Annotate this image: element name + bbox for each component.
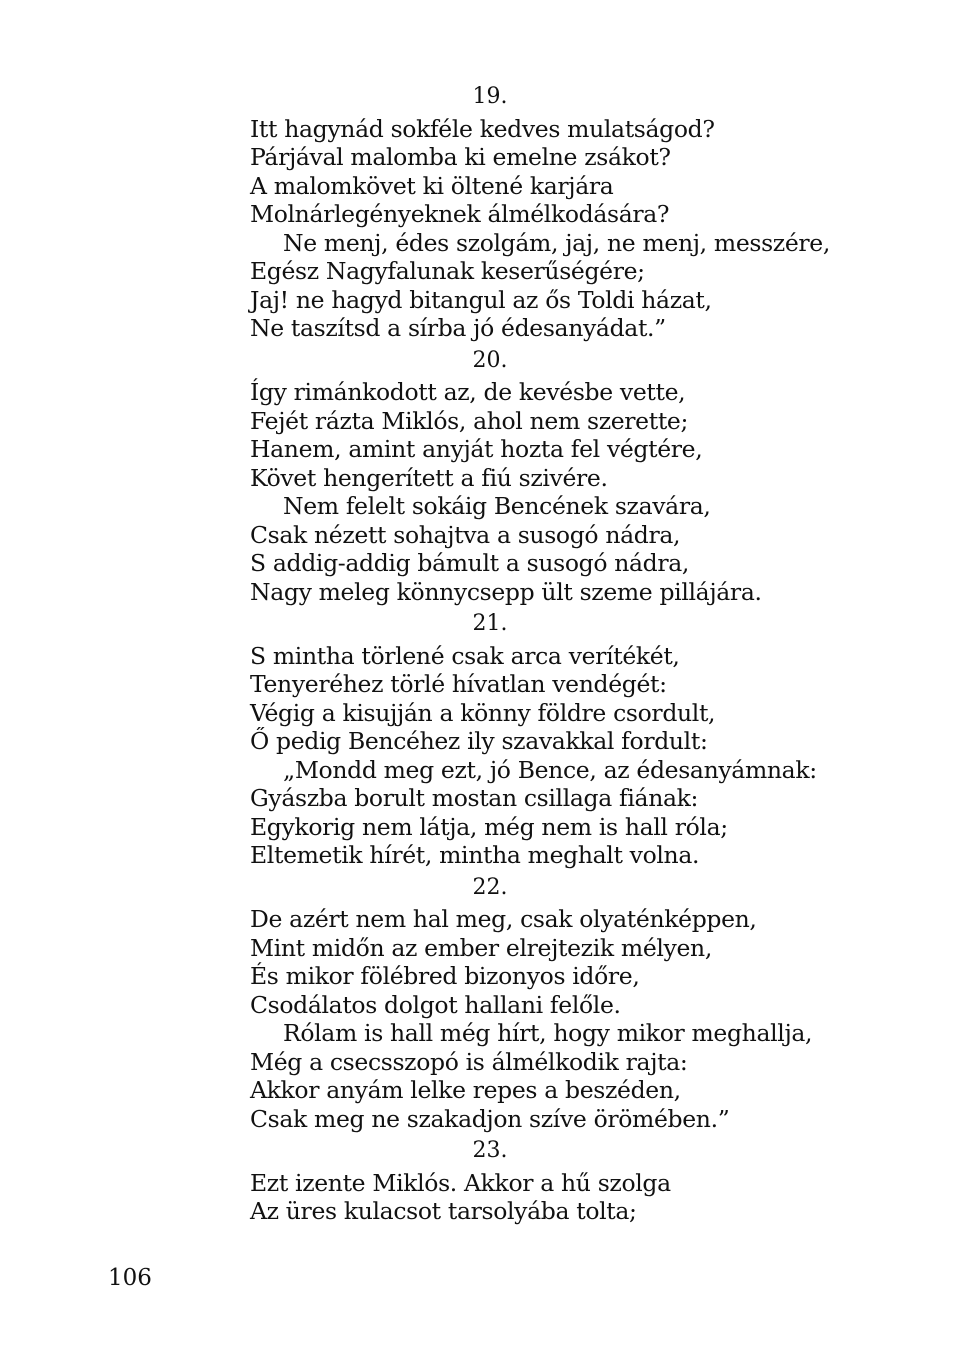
verse-line: Jaj! ne hagyd bitangul az ős Toldi házat, bbox=[250, 285, 712, 314]
verse-line: Ő pedig Bencéhez ily szavakkal fordult: bbox=[250, 727, 708, 756]
stanza-number: 19. bbox=[472, 84, 508, 109]
verse-line: Egész Nagyfalunak keserűségére; bbox=[250, 257, 645, 286]
stanza-23 bbox=[250, 1137, 890, 1226]
verse-line: Itt hagynád sokféle kedves mulatságod? bbox=[250, 114, 715, 143]
verse-line: S addig-addig bámult a susogó nádra, bbox=[250, 549, 690, 578]
verse-line: Csak meg ne szakadjon szíve örömében.” bbox=[250, 1104, 730, 1133]
verse-line: Nagy meleg könnycsepp ült szeme pillájára. bbox=[250, 577, 762, 606]
verse-line: Egykorig nem látja, még nem is hall róla; bbox=[250, 812, 728, 841]
stanza-19 bbox=[250, 83, 890, 343]
stanza-20 bbox=[250, 347, 890, 607]
verse-line: Akkor anyám lelke repes a beszéden, bbox=[250, 1076, 681, 1105]
verse-line: Csak nézett sohajtva a susogó nádra, bbox=[250, 520, 681, 549]
verse-line: Követ hengerített a fiú szivére. bbox=[250, 463, 608, 492]
verse-line: Végig a kisujján a könny földre csordult, bbox=[250, 698, 716, 727]
verse-line: Még a csecsszopó is álmélkodik rajta: bbox=[250, 1047, 688, 1076]
verse-line: Eltemetik hírét, mintha meghalt volna. bbox=[250, 841, 700, 870]
verse-line: Párjával malomba ki emelne zsákot? bbox=[250, 143, 671, 172]
stanza-number: 20. bbox=[472, 347, 508, 373]
stanza-number: 21. bbox=[472, 611, 508, 637]
poem-text bbox=[250, 83, 890, 1230]
verse-line: Így rimánkodott az, de kevésbe vette, bbox=[250, 378, 686, 407]
verse-line: Az üres kulacsot tarsolyába tolta; bbox=[250, 1197, 637, 1226]
verse-line: Tenyeréhez törlé hívatlan vendégét: bbox=[250, 670, 667, 699]
verse-line: Rólam is hall még hírt, hogy mikor meghallja, bbox=[283, 1019, 813, 1048]
verse-line: S mintha törlené csak arca verítékét, bbox=[250, 641, 680, 670]
stanza-number: 23. bbox=[472, 1138, 508, 1164]
verse-line: Fejét rázta Miklós, ahol nem szerette; bbox=[250, 406, 689, 435]
verse-line: A malomkövet ki öltené karjára bbox=[250, 171, 614, 200]
stanza-21 bbox=[250, 610, 890, 870]
stanza-number: 22. bbox=[472, 874, 508, 900]
verse-line: De azért nem hal meg, csak olyaténképpen, bbox=[250, 905, 757, 934]
page-number: 106 bbox=[108, 1265, 152, 1291]
verse-line: „Mondd meg ezt, jó Bence, az édesanyámnak: bbox=[283, 755, 817, 784]
verse-line: Gyászba borult mostan csillaga fiának: bbox=[250, 784, 699, 813]
verse-line: Molnárlegényeknek álmélkodására? bbox=[250, 200, 670, 229]
verse-line: Ne taszítsd a sírba jó édesanyádat.” bbox=[250, 314, 666, 343]
verse-line: Csodálatos dolgot hallani felőle. bbox=[250, 990, 621, 1019]
verse-line: Ne menj, édes szolgám, jaj, ne menj, messzére, bbox=[283, 228, 830, 257]
verse-line: Hanem, amint anyját hozta fel végtére, bbox=[250, 435, 703, 464]
verse-line: Nem felelt sokáig Bencének szavára, bbox=[283, 492, 711, 521]
verse-line: És mikor fölébred bizonyos időre, bbox=[250, 962, 640, 991]
verse-line: Mint midőn az ember elrejtezik mélyen, bbox=[250, 933, 712, 962]
stanza-22 bbox=[250, 874, 890, 1134]
verse-line: Ezt izente Miklós. Akkor a hű szolga bbox=[250, 1168, 671, 1197]
